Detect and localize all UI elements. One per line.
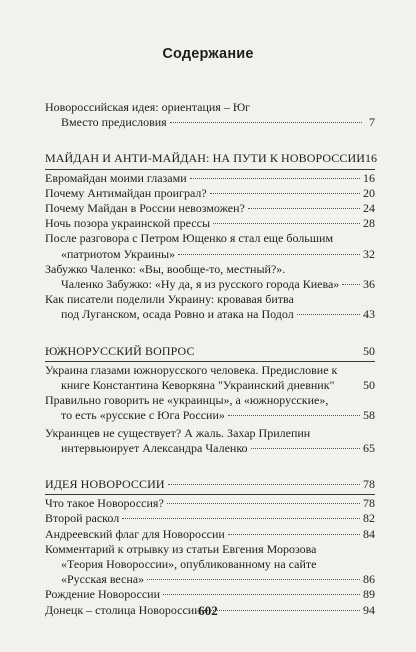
toc-page-number: 50 (363, 343, 375, 358)
toc-entry[interactable]: Ночь позора украинской прессы 28 (45, 216, 375, 231)
dot-leader (190, 178, 360, 179)
dot-leader (170, 122, 362, 123)
toc-page-number: 43 (363, 307, 375, 322)
toc-entry[interactable]: Почему Антимайдан проиграл? 20 (45, 185, 375, 200)
toc-page-number: 86 (363, 572, 375, 587)
toc-section-1 (45, 151, 378, 322)
toc-entry[interactable]: Забужко Чаленко: «Вы, вообще-то, местный?». Чаленко Забужко: «Ну да, я из русского города Киева» 36 (45, 261, 375, 292)
toc-entry[interactable]: Евромайдан моими глазами 16 (45, 170, 375, 185)
toc-section-2 (45, 344, 375, 456)
toc-page-number: 24 (363, 201, 375, 216)
toc-entry[interactable]: Украинцев не существует? А жаль. Захар Прилепин интервьюирует Александра Чаленко 65 (45, 425, 375, 455)
dot-leader (122, 518, 360, 519)
dot-leader (147, 579, 360, 580)
toc-page-number: 36 (363, 277, 375, 292)
section-heading[interactable]: ИДЕЯ НОВОРОССИИ 78 (45, 477, 375, 492)
toc-page-number: 94 (363, 602, 375, 617)
toc-page-number: 84 (363, 526, 375, 541)
dot-leader (213, 223, 360, 224)
page-number: 602 (198, 603, 218, 618)
dot-leader (167, 503, 360, 504)
toc-entry[interactable]: Комментарий к отрывку из статьи Евгения Морозова «Теория Новороссии», опубликованному на сайте «Русская весна» 86 (45, 541, 375, 587)
dot-leader (210, 193, 360, 194)
dot-leader (251, 448, 360, 449)
toc-entry[interactable]: Почему Майдан в России невозможен? 24 (45, 201, 375, 216)
toc-page-number: 50 (363, 378, 375, 393)
section-rule (45, 494, 375, 495)
toc-entry[interactable]: Второй раскол 82 (45, 511, 375, 526)
toc-page-number: 20 (363, 185, 375, 200)
toc-page-number: 32 (363, 246, 375, 261)
toc-section-3 (45, 477, 375, 618)
toc-page-number: 7 (369, 115, 375, 130)
toc-page-number: 78 (363, 477, 375, 492)
dot-leader (178, 254, 360, 255)
section-rule (45, 361, 375, 362)
toc-page-number: 58 (363, 408, 375, 423)
toc-page-number: 16 (363, 170, 375, 185)
dot-leader (342, 284, 360, 285)
toc-page-number: 28 (363, 216, 375, 231)
toc-entry[interactable]: Как писатели поделили Украину: кровавая битва под Луганском, осада Ровно и атака на Подол 43 (45, 292, 375, 322)
dot-leader (168, 484, 360, 485)
section-heading[interactable]: ЮЖНОРУССКИЙ ВОПРОС 50 (45, 343, 375, 358)
toc-entry-subtitle: Вместо предисловия (61, 115, 167, 130)
toc-entry[interactable]: Что такое Новороссия? 78 (45, 496, 375, 511)
section-heading[interactable]: МАЙДАН И АНТИ-МАЙДАН: НА ПУТИ К НОВОРОССИИ 16 (45, 151, 378, 166)
toc-entry[interactable]: Донецк – столица Новороссии 94 (45, 602, 375, 617)
dot-leader (163, 594, 360, 595)
page-title: Содержание (162, 46, 254, 62)
section-rule (45, 169, 375, 170)
toc-page-number: 89 (363, 587, 375, 602)
toc-page-number: 78 (363, 496, 375, 511)
toc-entry-title: Новороссийская идея: ориентация – Юг (45, 100, 251, 114)
toc-entry[interactable]: Андреевский флаг для Новороссии 84 (45, 526, 375, 541)
toc-page-number: 65 (363, 440, 375, 455)
dot-leader (297, 314, 360, 315)
table-of-contents (45, 100, 378, 618)
toc-page-number: 16 (365, 151, 378, 166)
toc-entry-intro[interactable] (45, 100, 375, 130)
dot-leader (228, 534, 360, 535)
toc-page-number: 82 (363, 511, 375, 526)
toc-entry[interactable]: Украина глазами южнорусского человека. Предисловие к книге Константина Кеворкяна "Украинский дневник" 50 (45, 362, 375, 393)
toc-entry[interactable]: После разговора с Петром Ющенко я стал еще большим «патриотом Украины» 32 (45, 231, 375, 261)
dot-leader (248, 208, 360, 209)
toc-entry[interactable]: Рождение Новороссии 89 (45, 587, 375, 602)
toc-entry[interactable]: Правильно говорить не «украинцы», а «южнорусские», то есть «русские с Юга России» 58 (45, 393, 375, 423)
dot-leader (228, 415, 360, 416)
